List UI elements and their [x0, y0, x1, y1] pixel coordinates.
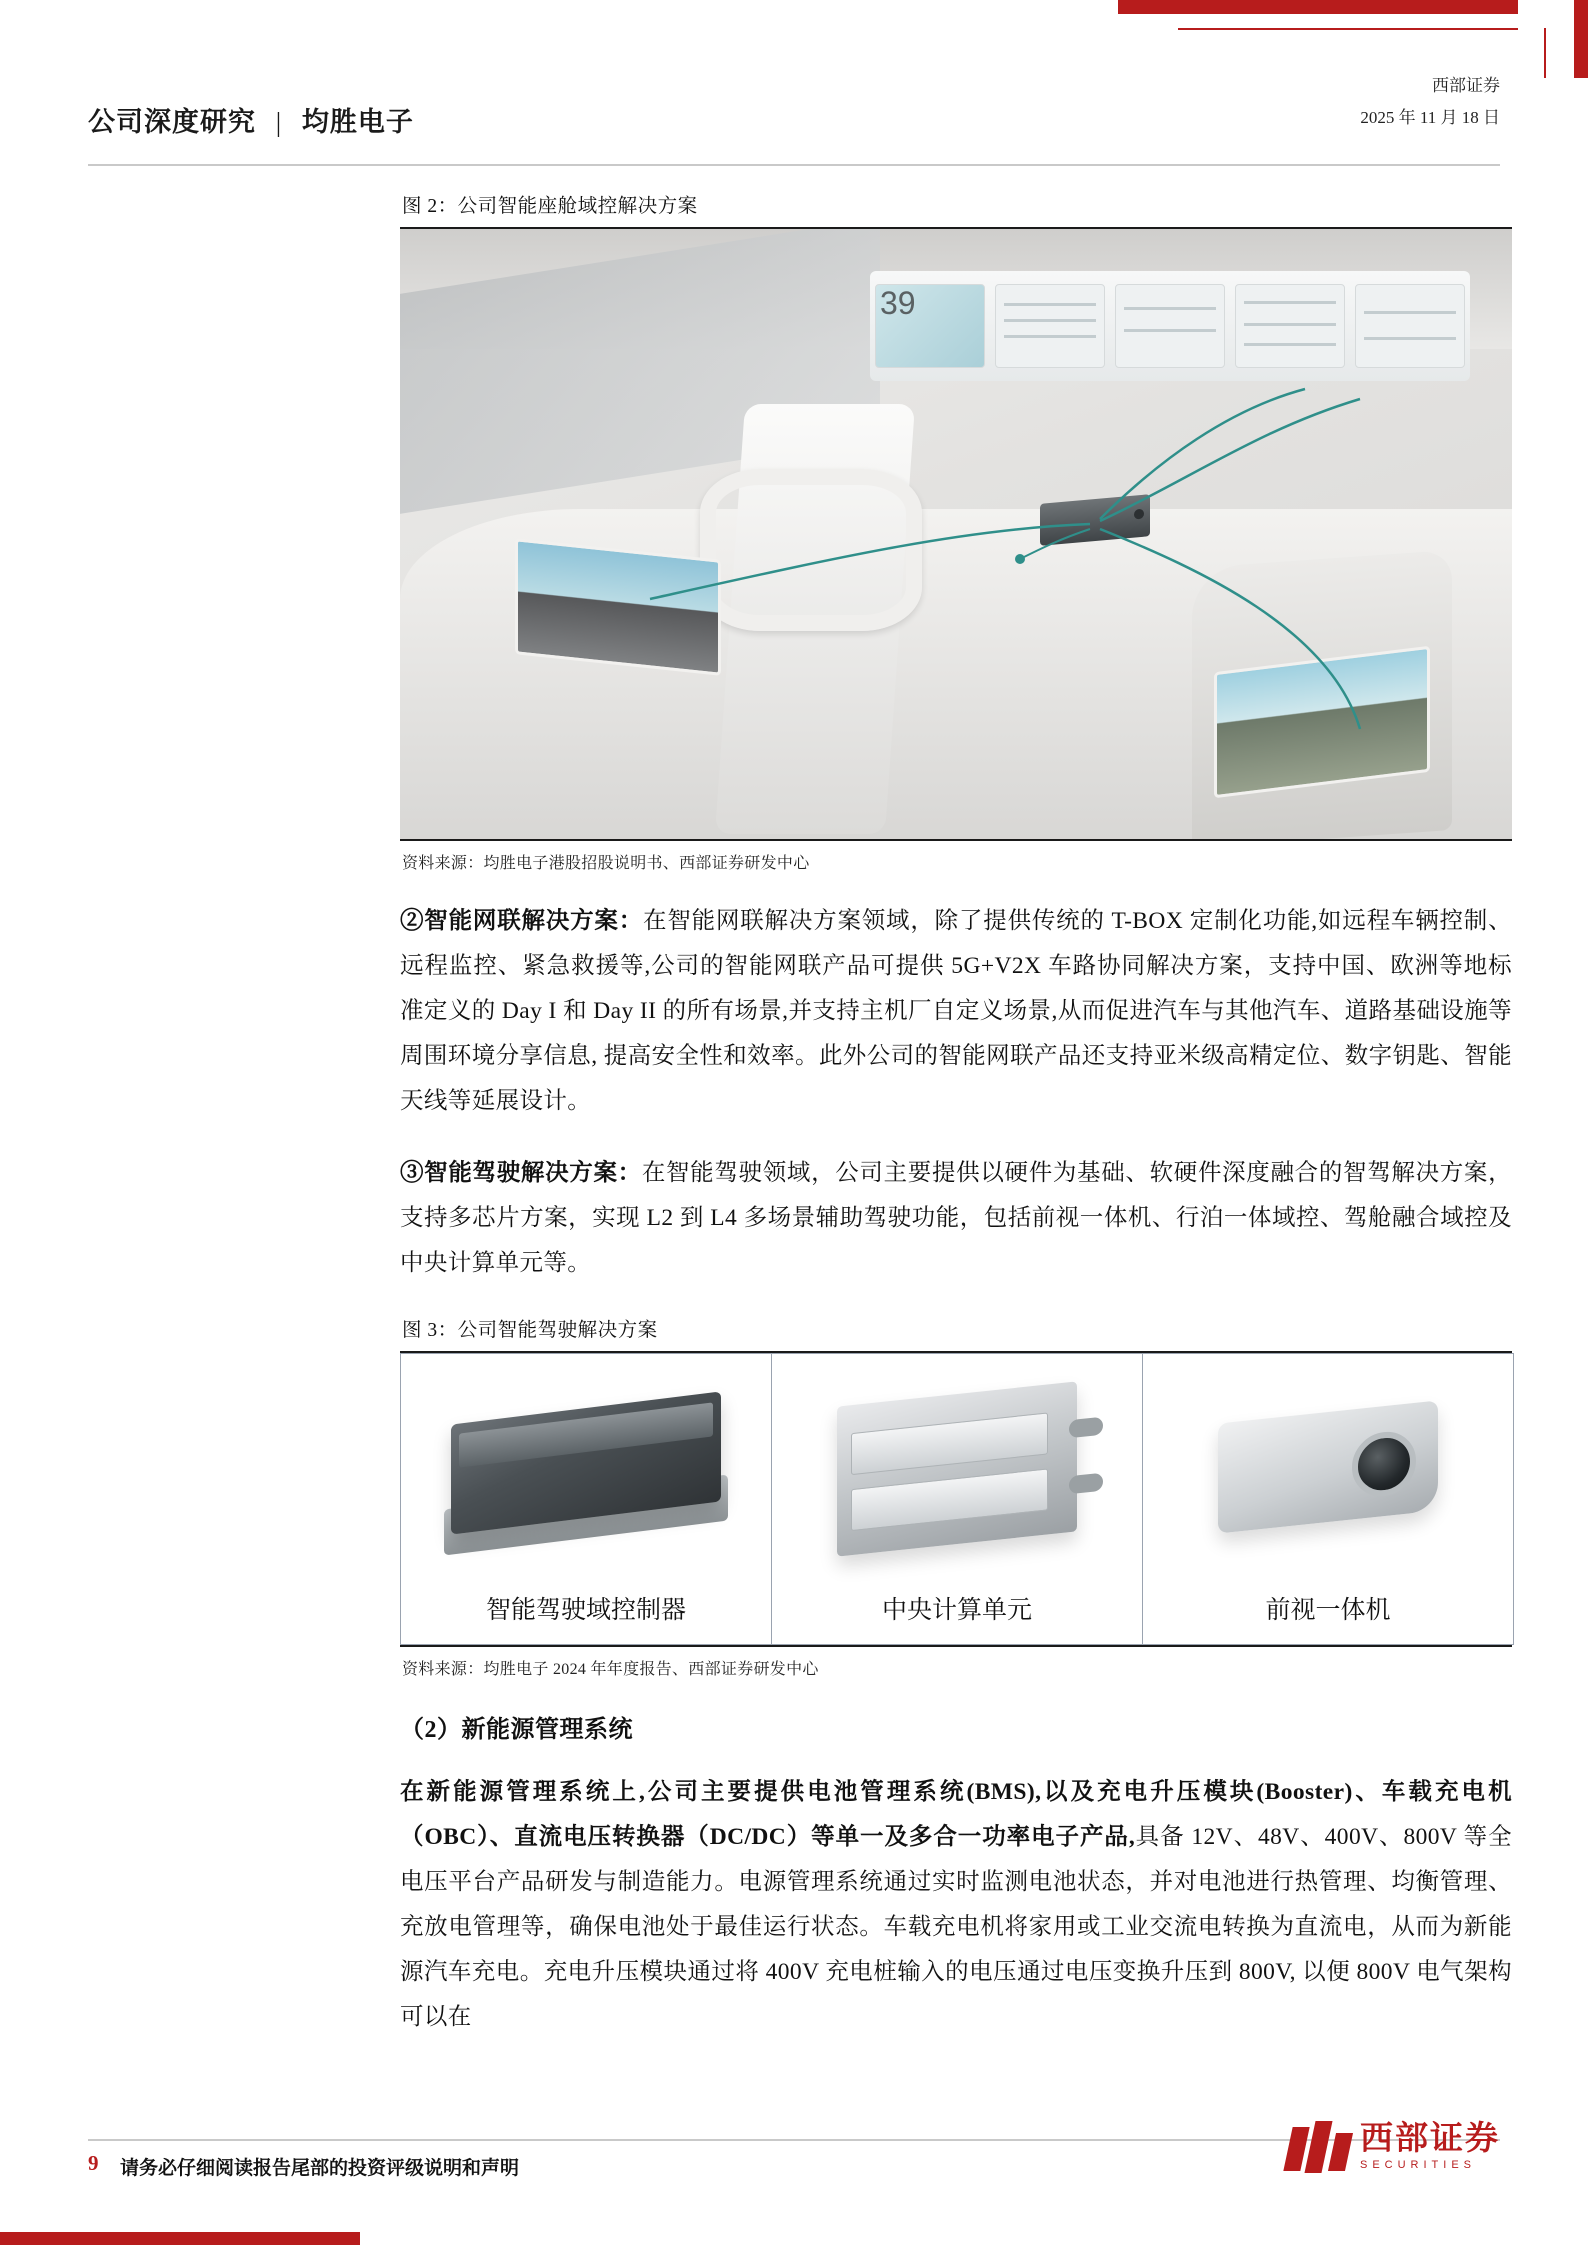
figure-3-source: 资料来源：均胜电子 2024 年年度报告、西部证券研发中心	[402, 1660, 819, 1678]
central-computing-unit-art	[772, 1372, 1142, 1552]
header-title-group	[88, 100, 414, 139]
paragraph-intelligent-driving	[400, 1151, 1512, 1286]
logo-mark-icon	[1288, 2121, 1350, 2173]
product-cell	[771, 1354, 1142, 1644]
paragraph-1-lead: ②智能网联解决方案：	[400, 908, 644, 934]
ccu-module-row	[851, 1412, 1048, 1475]
ccu-module-row	[851, 1468, 1048, 1531]
decor-bar-vertical	[1574, 0, 1588, 78]
figure-3-caption: 图 3：公司智能驾驶解决方案	[402, 1319, 658, 1341]
product-cell	[401, 1354, 771, 1644]
figure-2-image-cockpit-solution	[400, 229, 1512, 839]
figure-2-caption: 图 2：公司智能座舱域控解决方案	[402, 196, 698, 217]
section-paragraph-bold: 在新能源管理系统上,公司主要提供电池管理系统(BMS),以及充电升压模块(Booster)、车载充电机（OBC）、直流电压转换器（DC/DC）等单一及多合一功率电子产品,	[400, 1778, 1512, 1850]
camera-body	[1218, 1400, 1438, 1533]
ccu-connector	[1069, 1473, 1103, 1495]
section-title-new-energy-management: （2）新能源管理系统	[400, 1716, 633, 1743]
figure-2-source: 资料来源：均胜电子港股招股说明书、西部证券研发中心	[402, 855, 810, 872]
section-paragraph-rest: 具备 12V、48V、400V、800V 等全电压平台产品研发与制造能力。电源管理系统通过实时监测电池状态，并对电池进行热管理、均衡管理、充放电管理等，确保电池处于最佳运行状态。车载充电机将家用或工业交流电转换为直流电，从而为新能源汽车充电。充电升压模块通过将 400V 充电桩输入的电压通过电压变换升压到 800V, 以便 800V 电气架构可以在	[400, 1823, 1513, 2031]
camera-lens-icon	[1352, 1429, 1416, 1500]
brand-logo	[1288, 2121, 1500, 2173]
decor-thin-line-horizontal	[1178, 28, 1518, 30]
footer-notice-text: 请务必仔细阅读报告尾部的投资评级说明和声明	[120, 2158, 520, 2179]
footer-notice	[120, 2153, 519, 2180]
top-corner-decoration	[1118, 0, 1588, 78]
decor-thin-line-vertical	[1544, 28, 1546, 78]
product-label: 智能驾驶域控制器	[485, 1596, 686, 1624]
company-name: 均胜电子	[301, 107, 414, 137]
ccu-connector	[1069, 1417, 1103, 1439]
header-divider	[88, 164, 1500, 166]
logo-en: SECURITIES	[1360, 2159, 1477, 2171]
domain-controller-art	[401, 1372, 771, 1552]
decor-bar-horizontal	[1118, 0, 1518, 14]
header-meta	[1360, 70, 1500, 135]
product-cell	[1142, 1354, 1513, 1644]
page-header	[0, 76, 1588, 166]
paragraph-1-body: 在智能网联解决方案领域，除了提供传统的 T-BOX 定制化功能,如远程车辆控制、远程监控、紧急救援等,公司的智能网联产品可提供 5G+V2X 车路协同解决方案，支持中国、欧洲等地标准定义的 Day I 和 Day II 的所有场景,并支持主机厂自定义场景,从而促进汽车与其他汽车、道路基础设施等周围环境分享信息, 提高安全性和效率。此外公司的智能网联产品还支持亚米级高精定位、数字钥匙、智能天线等延展设计。	[400, 908, 1512, 1115]
paragraph-2-body: 在智能驾驶领域，公司主要提供以硬件为基础、软硬件深度融合的智驾解决方案，支持多芯片方案，实现 L2 到 L4 多场景辅助驾驶功能，包括前视一体机、行泊一体域控、驾舱融合域控及中央计算单元等。	[400, 1159, 1513, 1276]
product-label: 中央计算单元	[881, 1596, 1032, 1624]
logo-cn: 西部证券	[1360, 2121, 1500, 2157]
connection-lines	[400, 229, 1512, 839]
ccu-body	[837, 1381, 1077, 1556]
figure-3-image-driving-solution	[400, 1353, 1514, 1645]
document-body	[400, 190, 1512, 2041]
header-separator: |	[275, 107, 283, 137]
page-footer	[0, 2121, 1588, 2199]
org-name: 西部证券	[1432, 76, 1500, 95]
front-camera-art	[1143, 1372, 1513, 1552]
product-label: 前视一体机	[1265, 1596, 1391, 1624]
paragraph-2-lead: ③智能驾驶解决方案：	[400, 1159, 642, 1186]
paragraph-new-energy-management	[400, 1770, 1512, 2041]
paragraph-intelligent-connectivity	[400, 899, 1512, 1125]
report-type: 公司深度研究	[88, 107, 256, 137]
report-date: 2025 年 11 月 18 日	[1360, 108, 1500, 128]
page-number: 9	[88, 2151, 99, 2175]
logo-text	[1360, 2123, 1500, 2171]
decor-bar-bottom	[0, 2232, 360, 2245]
cluster-speed-readout: 39	[880, 285, 916, 321]
